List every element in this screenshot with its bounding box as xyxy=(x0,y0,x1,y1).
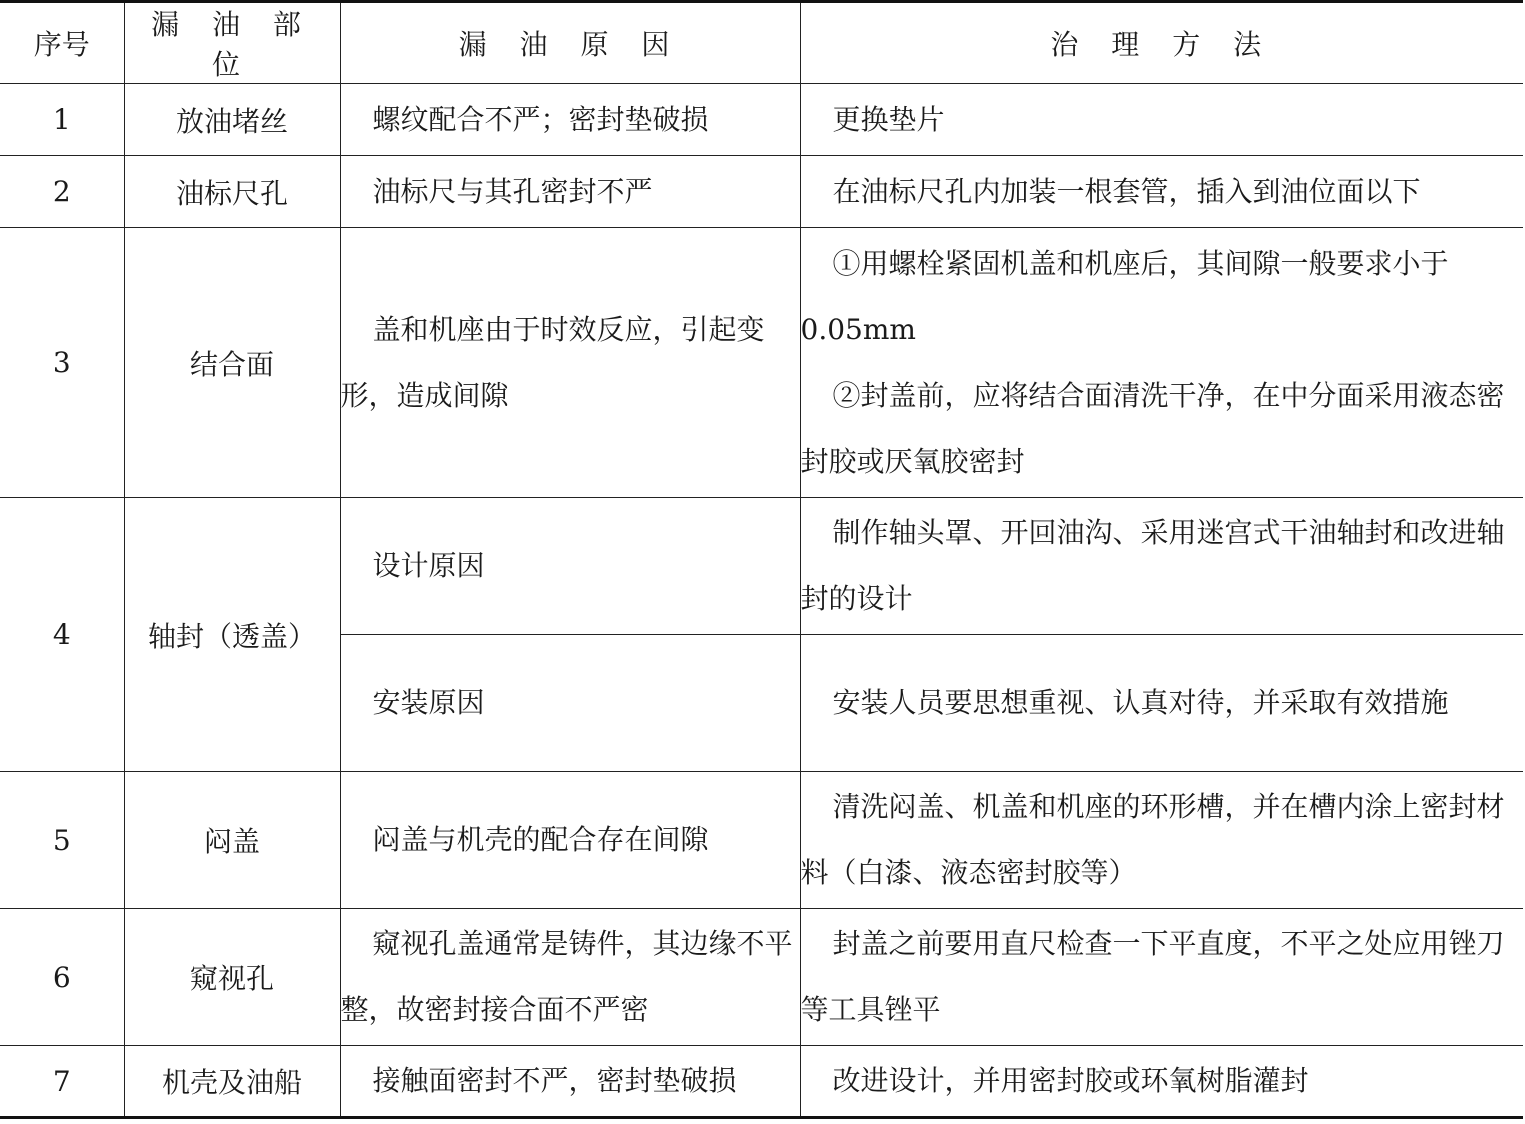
row-cause: 接触面密封不严，密封垫破损 xyxy=(340,1046,800,1118)
row-location: 机壳及油船 xyxy=(124,1046,340,1118)
table-row xyxy=(0,498,1523,635)
row-cause: 闷盖与机壳的配合存在间隙 xyxy=(340,772,800,909)
header-leak-cause: 漏 油 原 因 xyxy=(340,2,800,84)
row-index: 2 xyxy=(0,156,124,228)
row-location: 油标尺孔 xyxy=(124,156,340,228)
row-index: 7 xyxy=(0,1046,124,1118)
row-cause: 油标尺与其孔密封不严 xyxy=(340,156,800,228)
row-remedy: 封盖之前要用直尺检查一下平直度，不平之处应用锉刀等工具锉平 xyxy=(800,909,1523,1046)
header-index: 序号 xyxy=(0,2,124,84)
table-row xyxy=(0,228,1523,498)
row-remedy: 制作轴头罩、开回油沟、采用迷宫式干油轴封和改进轴封的设计 xyxy=(800,498,1523,635)
row-index: 5 xyxy=(0,772,124,909)
row-cause: 设计原因 xyxy=(340,498,800,635)
header-remedy: 治 理 方 法 xyxy=(800,2,1523,84)
table-row xyxy=(0,772,1523,909)
table-row xyxy=(0,909,1523,1046)
row-remedy: 改进设计，并用密封胶或环氧树脂灌封 xyxy=(800,1046,1523,1118)
row-remedy: 在油标尺孔内加装一根套管，插入到油位面以下 xyxy=(800,156,1523,228)
row-location: 窥视孔 xyxy=(124,909,340,1046)
remedy-step-1: ①用螺栓紧固机盖和机座后，其间隙一般要求小于 0.05mm xyxy=(800,246,1449,346)
row-cause: 盖和机座由于时效反应，引起变形，造成间隙 xyxy=(340,228,800,498)
table-row xyxy=(0,1046,1523,1118)
table-row xyxy=(0,84,1523,156)
header-leak-location: 漏 油 部 位 xyxy=(124,2,340,84)
row-cause: 螺纹配合不严；密封垫破损 xyxy=(340,84,800,156)
row-remedy: 安装人员要思想重视、认真对待，并采取有效措施 xyxy=(800,635,1523,772)
row-remedy: 更换垫片 xyxy=(800,84,1523,156)
table-row xyxy=(0,156,1523,228)
row-cause: 窥视孔盖通常是铸件，其边缘不平整，故密封接合面不严密 xyxy=(340,909,800,1046)
row-cause: 安装原因 xyxy=(340,635,800,772)
row-location: 放油堵丝 xyxy=(124,84,340,156)
row-index: 4 xyxy=(0,498,124,772)
row-index: 3 xyxy=(0,228,124,498)
row-index: 6 xyxy=(0,909,124,1046)
row-location: 闷盖 xyxy=(124,772,340,909)
row-remedy xyxy=(800,228,1523,498)
row-remedy: 清洗闷盖、机盖和机座的环形槽，并在槽内涂上密封材料（白漆、液态密封胶等） xyxy=(800,772,1523,909)
row-index: 1 xyxy=(0,84,124,156)
remedy-step-2: ②封盖前，应将结合面清洗干净，在中分面采用液态密封胶或厌氧胶密封 xyxy=(800,378,1505,478)
row-location: 轴封（透盖） xyxy=(124,498,340,772)
table-header-row xyxy=(0,2,1523,84)
row-location: 结合面 xyxy=(124,228,340,498)
